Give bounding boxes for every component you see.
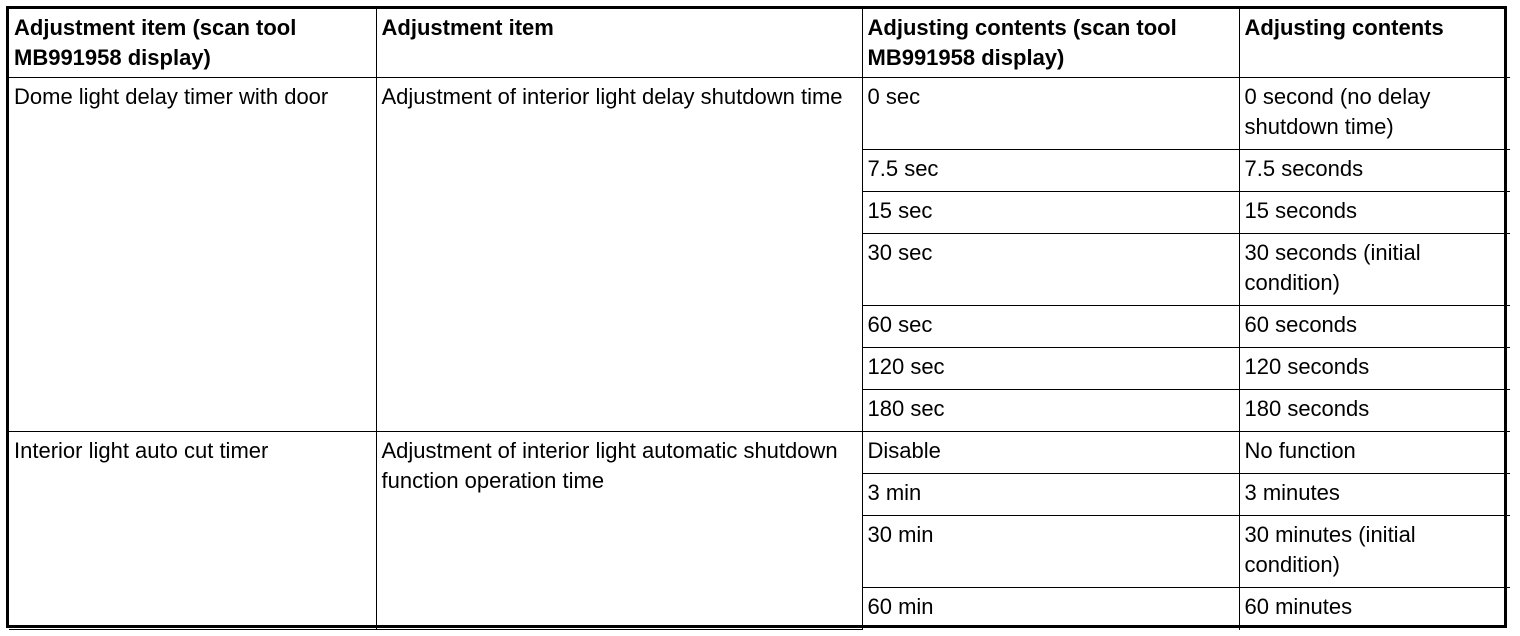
- cell-setting-content: 60 seconds: [1239, 306, 1510, 348]
- cell-setting-content: 7.5 seconds: [1239, 150, 1510, 192]
- cell-setting-display: 15 sec: [862, 192, 1239, 234]
- cell-setting-display: 180 sec: [862, 390, 1239, 432]
- cell-setting-display: 120 sec: [862, 348, 1239, 390]
- adjustment-table: [9, 9, 1510, 630]
- header-adjusting-contents: Adjusting contents: [1239, 9, 1510, 78]
- table-row: [9, 78, 1510, 150]
- cell-setting-content: 3 minutes: [1239, 474, 1510, 516]
- cell-setting-content: 180 seconds: [1239, 390, 1510, 432]
- cell-setting-content: 15 seconds: [1239, 192, 1510, 234]
- header-adjustment-item-scan-tool: Adjustment item (scan tool MB991958 display): [9, 9, 376, 78]
- cell-setting-content: No function: [1239, 432, 1510, 474]
- cell-setting-display: 60 min: [862, 588, 1239, 630]
- cell-setting-content: 30 seconds (initial condition): [1239, 234, 1510, 306]
- cell-item-display: Interior light auto cut timer: [9, 432, 376, 630]
- cell-setting-display: 60 sec: [862, 306, 1239, 348]
- cell-setting-content: 30 minutes (initial condition): [1239, 516, 1510, 588]
- cell-item-display: Dome light delay timer with door: [9, 78, 376, 432]
- cell-setting-display: 7.5 sec: [862, 150, 1239, 192]
- cell-setting-display: 0 sec: [862, 78, 1239, 150]
- cell-setting-display: Disable: [862, 432, 1239, 474]
- cell-item: Adjustment of interior light automatic shutdown function operation time: [376, 432, 862, 630]
- header-adjustment-item: Adjustment item: [376, 9, 862, 78]
- cell-setting-display: 30 min: [862, 516, 1239, 588]
- cell-setting-display: 30 sec: [862, 234, 1239, 306]
- table-header-row: [9, 9, 1510, 78]
- cell-setting-display: 3 min: [862, 474, 1239, 516]
- cell-setting-content: 0 second (no delay shutdown time): [1239, 78, 1510, 150]
- cell-setting-content: 60 minutes: [1239, 588, 1510, 630]
- cell-item: Adjustment of interior light delay shutdown time: [376, 78, 862, 432]
- header-adjusting-contents-scan-tool: Adjusting contents (scan tool MB991958 display): [862, 9, 1239, 78]
- table-row: [9, 432, 1510, 474]
- adjustment-table-frame: [6, 6, 1507, 628]
- cell-setting-content: 120 seconds: [1239, 348, 1510, 390]
